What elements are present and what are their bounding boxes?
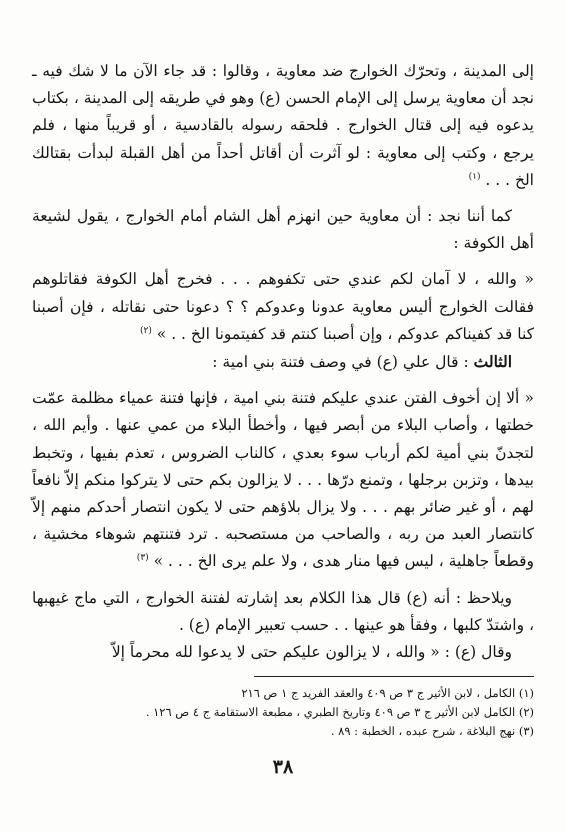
paragraph-continuation — [32, 58, 534, 194]
section-third — [32, 348, 534, 376]
footnote-ref: (٢) — [139, 325, 152, 336]
paragraph-text: ويلاحظ : أنه (ع) قال هذا الكلام بعد إشارته لفتنة الخوارج ، التي ماج غيهبها ، واشتدّ كلبها ، وفقأ هو عينها . . حسب تعبير الإمام (ع) . — [32, 588, 534, 634]
quote-text: « ألا إن أخوف الفتن عندي عليكم فتنة بني امية ، فإنها فتنة عمياء مظلمة عمّت خطتها ، وأصاب البلاء من أبصر فيها ، وأخطأ البلاء من عمي عنها . وأيم الله ، لتجدنّ بني أمية لكم أرباب سوء بعدي ، كالناب الضروس ، تعذم بفيها ، وتخبط بيدها ، وتزبن برجلها ، وتمنع درّها . . . لا يزالون بكم حتى لا يتركوا منكم إلاّ نافعاً لهم ، أو غير ضائر بهم . . . ولا يزال بلاؤهم حتى لا يكون انتصار أحدكم منهم إلاّ كانتصار العبد من ربه ، والصاحب من مستصحبه . ترد فتنتهم شوهاء مخشية ، وقطعاً جاهلية ، ليس فيها منار هدى ، ولا علم يرى الخ . . . » — [32, 389, 534, 571]
paragraph-muawiya — [32, 203, 534, 257]
paragraph-quote-start — [32, 639, 534, 666]
body-text — [32, 58, 534, 666]
page-number: ٣٨ — [272, 756, 294, 778]
footnote-ref: (٣) — [136, 553, 149, 564]
paragraph-text: كما أننا نجد : أن معاوية حين انهزم أهل الشام أمام الخوارج ، يقول لشيعة أهل الكوفة : — [32, 207, 534, 253]
quote-kufa — [32, 266, 534, 348]
footnote-divider — [254, 676, 534, 677]
footnote-2: (٢) الكامل لابن الأثير ج ٣ ص ٤٠٩ وتاريخ الطبري ، مطبعة الاستقامة ج ٤ ص ١٢٦ . — [145, 705, 534, 719]
footnote-3: (٣) نهج البلاغة ، شرح عبده ، الخطبة : ٨٩ . — [330, 724, 534, 738]
quote-ali — [32, 385, 534, 575]
quote-text: « والله ، لا آمان لكم عندي حتى تكفوهم . . . فخرج أهل الكوفة فقاتلوهم فقالت الخوارج أليس معاوية عدونا وعدوكم ؟ ؟ دعونا حتى نقاتله ، فإن أصبنا كنا قد كفيناكم عدوكم ، وإن أصبنا كنتم قد كفيتمونا الخ . . » — [32, 270, 534, 343]
section-text: : قال علي (ع) في وصف فتنة بني امية : — [212, 353, 469, 372]
paragraph-text: إلى المدينة ، وتحرّك الخوارج ضد معاوية ، وقالوا : قد جاء الآن ما لا شك فيه ـ نجد أن معاوية يرسل إلى الإمام الحسن (ع) وهو في طريقه إلى المدينة ، بكتاب يدعوه فيه إلى قتال الخوارج . فلحقه رسوله بالقادسية ، أو قريباً منها ، فلم يرجع ، وكتب إلى معاوية : لو آثرت أن أقاتل أحداً من أهل القبلة لبدأت بقتالك الخ . . . — [32, 62, 534, 189]
footnote-1: (١) الكامل ، لابن الأثير ج ٣ ص ٤٠٩ والعقد الفريد ج ١ ص ٢١٦ — [241, 686, 534, 700]
paragraph-note — [32, 585, 534, 639]
section-lead: الثالث — [473, 352, 512, 372]
paragraph-text: وقال (ع) : « والله ، لا يزالون عليكم حتى لا يدعوا لله محرماً إلاّ — [111, 643, 512, 662]
footnote-ref: (١) — [468, 171, 481, 182]
footnotes — [32, 684, 534, 741]
